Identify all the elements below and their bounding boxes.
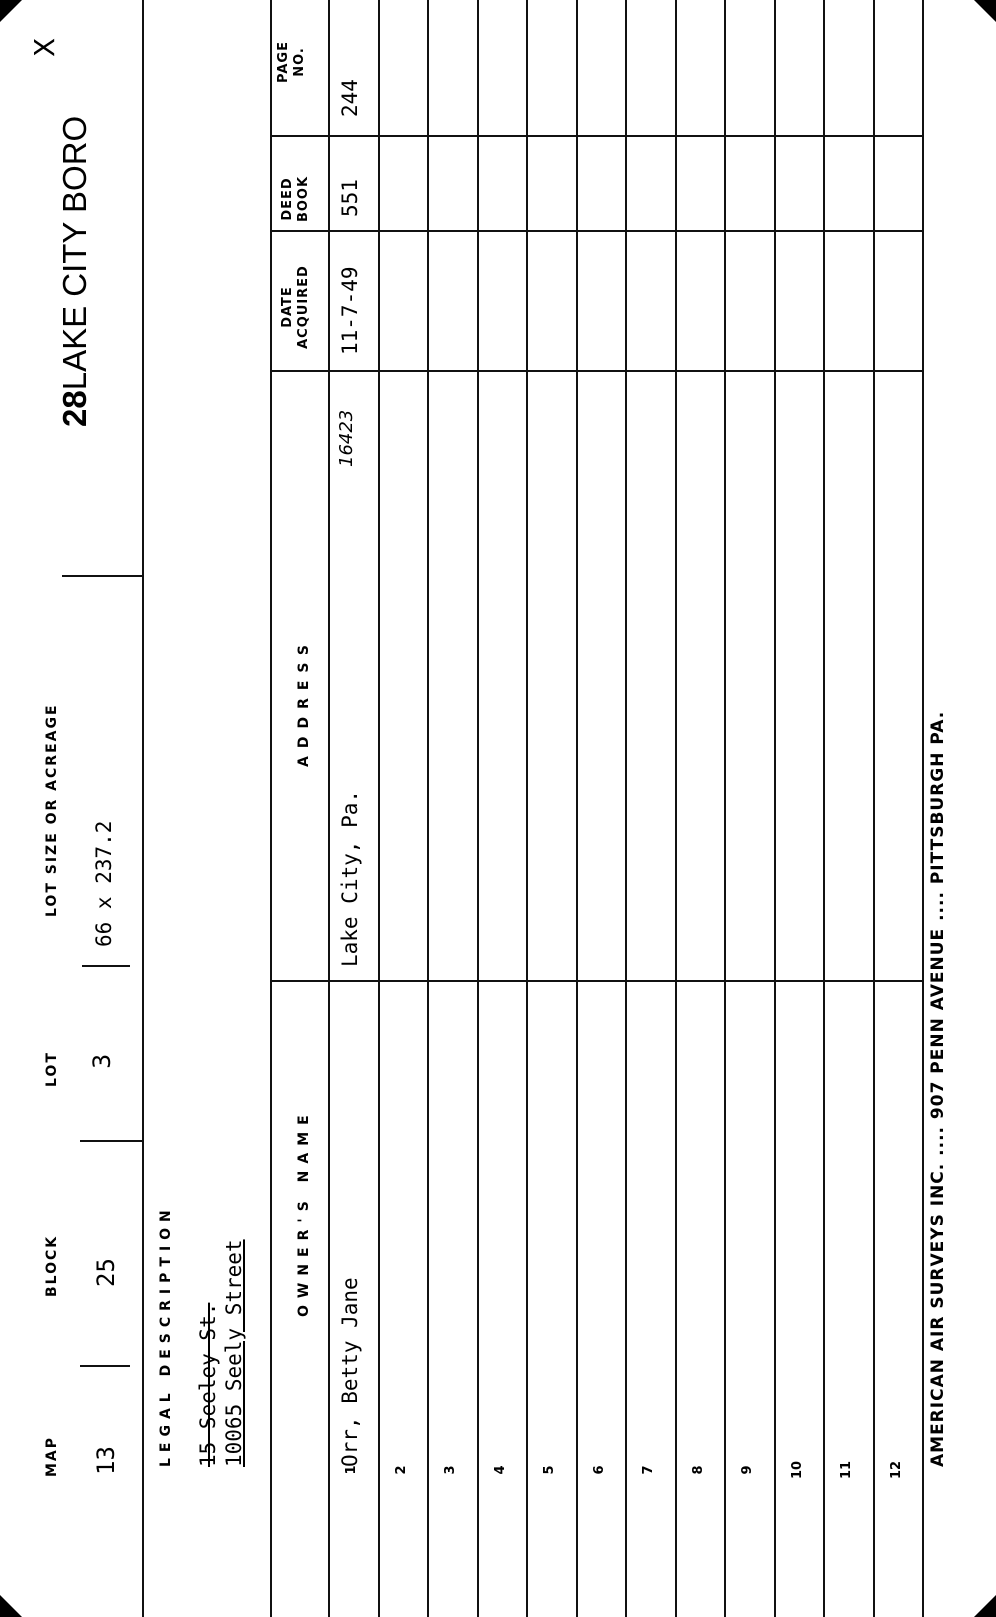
deed-book-header: DEED BOOK	[280, 175, 311, 223]
owner-name-header: OWNER'S NAME	[296, 1108, 312, 1317]
legal-description-line: 10065 Seely Street	[222, 1239, 246, 1467]
block-label: BLOCK	[44, 1234, 60, 1297]
row-number: 1	[344, 1465, 359, 1475]
lot-label: LOT	[44, 1051, 60, 1087]
block-value: 25	[92, 1258, 120, 1287]
header-divider	[62, 575, 142, 577]
table-row	[724, 0, 774, 1617]
owner-name-cell: Orr, Betty Jane	[338, 1277, 362, 1467]
corner-mark-bottom-left	[974, 1595, 996, 1617]
row-number: 3	[443, 1465, 458, 1475]
district-name: LAKE CITY BORO	[56, 115, 93, 391]
table-row	[378, 0, 428, 1617]
table-row	[328, 0, 378, 1617]
header-divider	[80, 1140, 142, 1142]
lot-size-value: 66 x 237.2	[92, 820, 116, 947]
district-number-struck: 28	[56, 390, 93, 427]
table-row	[675, 0, 725, 1617]
header-divider	[82, 965, 130, 967]
table-row	[526, 0, 576, 1617]
row-number: 10	[790, 1460, 805, 1480]
corner-mark-bottom-right	[974, 0, 996, 22]
page-no-header: PAGE NO.	[276, 41, 307, 83]
district-title	[56, 116, 94, 427]
table-row	[477, 0, 527, 1617]
corner-mark-top-left	[0, 1595, 22, 1617]
legal-description-label: LEGAL DESCRIPTION	[158, 1204, 174, 1467]
page-no-cell: 244	[338, 79, 362, 117]
row-number: 4	[493, 1465, 508, 1475]
zip-code-cell: 16423	[336, 409, 357, 467]
row-number: 11	[839, 1460, 854, 1480]
row-number: 6	[592, 1465, 607, 1475]
row-number: 2	[394, 1465, 409, 1475]
row-number: 5	[542, 1465, 557, 1475]
footer-printer-line: AMERICAN AIR SURVEYS INC. .... 907 PENN AVENUE .... PITTSBURGH PA.	[928, 710, 948, 1467]
table-row	[873, 0, 923, 1617]
table-row	[576, 0, 626, 1617]
table-row	[427, 0, 477, 1617]
header-rule	[142, 0, 144, 1617]
row-number: 8	[691, 1465, 706, 1475]
table-row	[625, 0, 675, 1617]
address-cell: Lake City, Pa.	[338, 789, 362, 967]
map-label: MAP	[44, 1435, 60, 1477]
table-top-rule	[270, 0, 272, 1617]
table-row	[823, 0, 873, 1617]
lot-value: 3	[88, 1053, 116, 1069]
legal-struck-line: 15 Seeley St.	[196, 1302, 220, 1467]
deed-book-cell: 551	[338, 179, 362, 217]
lot-size-label: LOT SIZE OR ACREAGE	[44, 703, 60, 917]
corner-mark-top-right	[0, 0, 22, 22]
date-acquired-header: DATE ACQUIRED	[280, 265, 311, 349]
header-divider	[80, 1365, 130, 1367]
address-header: ADDRESS	[296, 637, 312, 767]
row-number: 7	[641, 1465, 656, 1475]
corner-x-mark: X	[28, 37, 61, 57]
row-number: 9	[740, 1465, 755, 1475]
table-row	[774, 0, 824, 1617]
map-value: 13	[92, 1446, 120, 1475]
date-acquired-cell: 11-7-49	[338, 266, 362, 355]
row-number: 12	[889, 1460, 904, 1480]
